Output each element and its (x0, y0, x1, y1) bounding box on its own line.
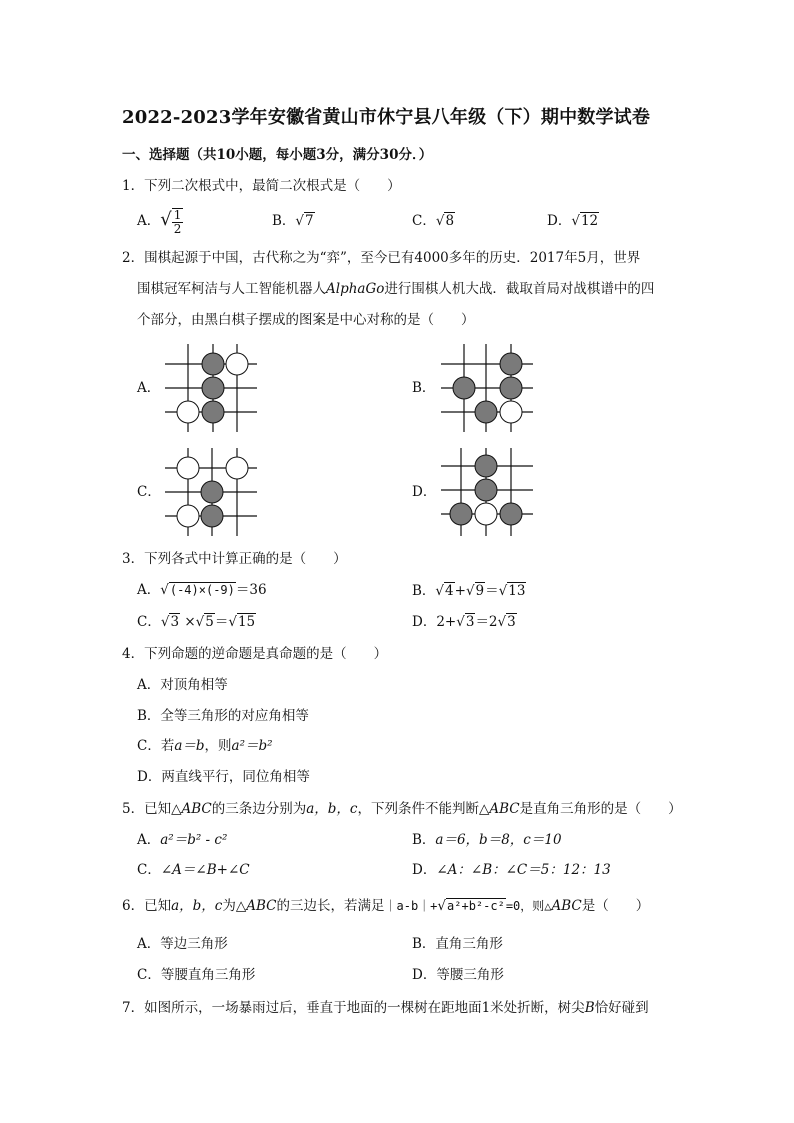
question-2-line-1: 2．围棋起源于中国，古代称之为“弈”，至今已有4000多年的历史．2017年5月，世界 (122, 250, 641, 266)
q6-option-b: B．直角三角形 (412, 936, 503, 952)
option-label: A． (137, 213, 161, 230)
operator: ＝2 (475, 614, 498, 630)
q6-option-d: D．等腰三角形 (412, 967, 504, 983)
q5-option-d (412, 862, 611, 878)
q5-option-b (412, 832, 562, 848)
text-span: 6．已知 (122, 898, 172, 914)
go-board-c (160, 446, 260, 538)
question-3-stem: 3．下列各式中计算正确的是（ ） (122, 551, 347, 567)
radicand: 9 (475, 583, 485, 599)
black-stone (202, 353, 224, 375)
radicand: 5 (205, 614, 214, 630)
q4-option-d: D．两直线平行，同位角相等 (137, 769, 310, 785)
option-label: B． (412, 583, 436, 599)
question-5-stem (122, 801, 682, 817)
q1-option-b: B．√7 (272, 213, 314, 229)
radicand: a²+b²-c² (447, 899, 505, 913)
option-label: C． (137, 614, 161, 630)
text-span: 围棋冠军柯洁与人工智能机器人 (137, 281, 326, 297)
q6-option-c: C．等腰直角三角形 (137, 967, 256, 983)
black-stone (202, 377, 224, 399)
option-label: D． (412, 862, 437, 878)
option-label: A． (137, 832, 161, 848)
operator: ＝ (485, 583, 499, 599)
go-board-a (160, 342, 260, 434)
math-expr: a，b，c (171, 898, 223, 914)
white-stone (475, 503, 497, 525)
black-stone (450, 503, 472, 525)
option-label: C． (412, 213, 436, 229)
q3-option-b: B．√4+√9＝√13 (412, 583, 526, 599)
q2-option-b-label: B． (412, 380, 436, 396)
option-label: B． (272, 213, 296, 229)
text-span: 是（ ） (581, 898, 650, 914)
black-stone (475, 401, 497, 423)
text-span: 进行围棋人机大战．截取首局对战棋谱中的四 (384, 281, 655, 297)
math-expr: =0，则△ (505, 899, 552, 913)
q2-option-d-label: D． (412, 484, 437, 500)
q5-option-c (137, 862, 250, 878)
section-heading: 一、选择题（共10小题，每小题3分，满分30分．） (122, 147, 433, 163)
radicand: 4 (445, 583, 454, 599)
math-expr: ｜a-b｜+ (384, 899, 438, 913)
radicand: 3 (170, 614, 180, 630)
black-stone (475, 455, 497, 477)
black-stone (500, 503, 522, 525)
q1-option-d: D．√12 (547, 213, 599, 229)
q4-option-c (137, 738, 273, 754)
white-stone (177, 401, 199, 423)
white-stone (177, 505, 199, 527)
math-expr: ABC (246, 898, 277, 914)
black-stone (201, 481, 223, 503)
text-span: 5．已知△ (122, 801, 182, 817)
option-label: D． (412, 614, 437, 630)
black-stone (500, 377, 522, 399)
radicand: 7 (305, 213, 314, 229)
text-span: ，则 (204, 738, 232, 754)
alphago-name: AlphaGo (326, 281, 385, 297)
radicand: 13 (508, 583, 526, 599)
question-6-stem: 6．已知a，b，c为△ABC的三边长，若满足｜a-b｜+√a²+b²-c²=0，则△ABC是（ ） (122, 898, 650, 914)
q3-option-d: D．2+√3＝2√3 (412, 614, 516, 630)
go-board-d (436, 446, 536, 538)
question-7-line-1 (122, 1000, 649, 1016)
text-span: 的三边长，若满足 (276, 898, 385, 914)
radicand: 12 (580, 213, 599, 229)
black-stone (453, 377, 475, 399)
radicand: (-4)×(-9) (169, 583, 235, 597)
text-span: 的三条边分别为 (211, 801, 307, 817)
go-board-b (436, 342, 536, 434)
text-span: 2+ (436, 614, 457, 630)
operator: × (180, 614, 196, 630)
math-expr: ABC (551, 898, 582, 914)
q5-option-a (137, 832, 227, 848)
math-expr: a²＝b² - c² (160, 832, 228, 848)
black-stone (500, 353, 522, 375)
option-label: B． (412, 832, 436, 848)
fraction-denominator: 2 (173, 221, 182, 236)
question-4-stem: 4．下列命题的逆命题是真命题的是（ ） (122, 646, 388, 662)
math-expr: a，b，c (306, 801, 358, 817)
option-label: C． (137, 862, 161, 878)
white-stone (177, 457, 199, 479)
radicand: 3 (465, 614, 475, 630)
math-expr: ABC (181, 801, 212, 817)
q1-option-c: C．√8 (412, 213, 455, 229)
text-span: C．若 (137, 738, 175, 754)
radicand: 15 (237, 614, 256, 630)
white-stone (500, 401, 522, 423)
black-stone (202, 401, 224, 423)
math-expr: ABC (489, 801, 520, 817)
text-span: 7．如图所示，一场暴雨过后，垂直于地面的一棵树在距地面1米处折断，树尖 (122, 1000, 585, 1016)
option-label: D． (547, 213, 572, 229)
question-1-stem: 1．下列二次根式中，最简二次根式是（ ） (122, 178, 401, 194)
page-title: 2022-2023学年安徽省黄山市休宁县八年级（下）期中数学试卷 (122, 107, 651, 128)
text-span: 为△ (222, 898, 247, 914)
math-expr: a²＝b² (231, 738, 273, 754)
fraction-numerator: 1 (173, 208, 182, 222)
q1-option-a: A．√ $\frac{1}{2}$ (137, 208, 182, 236)
q3-option-a: A．√(-4)×(-9)＝36 (137, 582, 267, 598)
radicand: 3 (507, 614, 516, 630)
q6-option-a: A．等边三角形 (137, 936, 228, 952)
math-expr: B (584, 1000, 595, 1016)
q4-option-a: A．对顶角相等 (137, 677, 228, 693)
operator: + (454, 583, 466, 599)
math-expr: ∠A：∠B：∠C＝5：12：13 (436, 862, 611, 878)
q4-option-b: B．全等三角形的对应角相等 (137, 708, 309, 724)
option-label: A． (137, 582, 161, 598)
q3-option-c: C．√3 ×√5＝√15 (137, 614, 256, 630)
white-stone (226, 457, 248, 479)
operator: ＝ (214, 614, 229, 630)
math-expr: a＝b (174, 738, 205, 754)
question-2-line-2 (137, 281, 654, 297)
result: ＝36 (235, 582, 267, 598)
math-expr: ∠A＝∠B+∠C (160, 862, 250, 878)
radicand: 8 (445, 213, 455, 229)
text-span: ，下列条件不能判断△ (357, 801, 490, 817)
white-stone (226, 353, 248, 375)
q2-option-a-label: A． (137, 380, 161, 396)
black-stone (201, 505, 223, 527)
text-span: 是直角三角形的是（ ） (519, 801, 682, 817)
text-span: 恰好碰到 (594, 1000, 649, 1016)
math-expr: a＝6，b＝8，c＝10 (435, 832, 562, 848)
question-2-line-3: 个部分，由黑白棋子摆成的图案是中心对称的是（ ） (137, 312, 475, 328)
q2-option-c-label: C． (137, 484, 161, 500)
black-stone (475, 479, 497, 501)
